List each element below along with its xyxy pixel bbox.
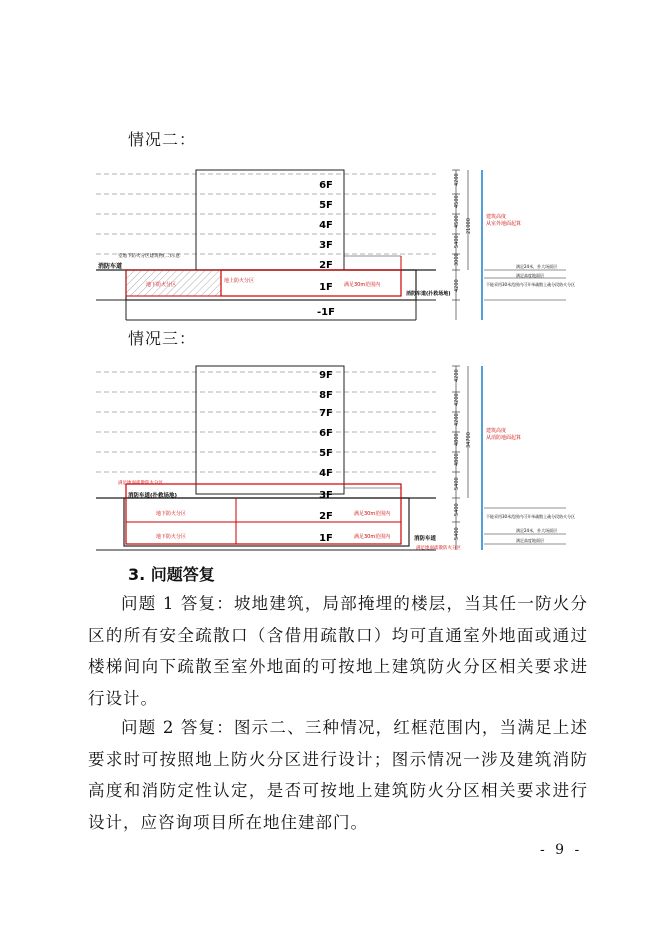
floor-label: 3F (319, 240, 333, 251)
floor-label: 1F (319, 282, 333, 293)
basement-zone-label: 地下防火分区 (156, 511, 187, 517)
dimension-total-label: 21000 (466, 218, 472, 234)
section-diagram-case-3 (96, 358, 576, 551)
floor-label: 2F (319, 260, 333, 271)
fire-lane-right-label: 消防车道 (414, 536, 437, 542)
floor-label: 2F (319, 511, 333, 522)
dimension-label: 4200 (454, 173, 460, 186)
dimension-label: 5400 (454, 503, 460, 516)
dimension-label: 4500 (454, 195, 460, 208)
range-30m-label: 满足30m范围内 (354, 511, 391, 517)
note-label: 室地下防火分区建筑物(二)示意 (118, 254, 181, 259)
above-zone-label: 地上防火分区 (224, 278, 255, 284)
dimension-label: 4800 (454, 433, 460, 446)
dimension-label: 4800 (454, 453, 460, 466)
floor-label: 4F (319, 220, 333, 231)
basement-zone-label: 地下防火分区 (146, 282, 177, 288)
floor-label: 6F (319, 180, 333, 191)
side-note: 不能采用30米范围内可开单疏散上疏分段防火分区 (486, 514, 576, 519)
dimension-label: 4200 (454, 279, 460, 292)
range-30m-label: 满足30m范围内 (344, 282, 381, 288)
height-sub-label: 从消防地面起算 (486, 435, 522, 441)
floor-label: 7F (319, 408, 333, 419)
floor-label: -1F (317, 307, 335, 318)
side-note: 满足高度地面层 (516, 273, 544, 278)
dimension-total-label: 34700 (466, 432, 472, 448)
height-sub-label: 从室外地面起算 (486, 221, 522, 227)
floor-label: 5F (319, 200, 333, 211)
floor-label: 3F (319, 490, 333, 501)
dimension-label: 4200 (454, 413, 460, 426)
basement-zone-label: 地下防火分区 (156, 534, 187, 540)
section-heading: 3. 问题答复 (128, 565, 215, 584)
floor-label: 9F (319, 370, 333, 381)
fire-lane-right-label: 消防车道(扑救场地) (406, 291, 451, 297)
side-note: 不能采用30米范围内可开单疏散上疏分段防火分区 (486, 282, 576, 287)
height-label: 建筑高度 (486, 428, 507, 434)
dimension-label: 5400 (454, 235, 460, 248)
paragraph-answer-2: 问题 2 答复：图示二、三种情况，红框范围内，当满足上述要求时可按照地上防火分区进行设计；图示情况一涉及建筑消防高度和消防定性认定，是否可按地上建筑防火分区相关要求进行设计，应咨询项目所在地住建部门。 (88, 718, 588, 832)
dimension-label: 5400 (454, 477, 460, 490)
floor-label: 5F (319, 448, 333, 459)
floor-label: 6F (319, 428, 333, 439)
page-number: - 9 - (540, 842, 583, 858)
side-note: 满足24米，扑大场面层 (516, 528, 558, 533)
dimension-label: 4200 (454, 393, 460, 406)
floor-label: 4F (319, 468, 333, 479)
bottom-note-label: 满足地面疏散防火分区 (416, 546, 461, 551)
fire-lane-label: 消防车道(扑救场地) (128, 493, 178, 499)
height-label: 建筑高度 (486, 214, 507, 220)
paragraph-answer-1: 问题 1 答复：坡地建筑，局部掩埋的楼层，当其任一防火分区的所有安全疏散口（含借用疏散口）均可直通室外地面或通过楼梯间向下疏散至室外地面的可按地上建筑防火分区相关要求进行设计。 (88, 594, 588, 708)
floor-label: 8F (319, 390, 333, 401)
dimension-label: 4500 (454, 215, 460, 228)
section-diagram-case-2 (96, 160, 576, 320)
dimension-label: 4200 (454, 369, 460, 382)
top-note-label: 满足地面疏散防火分区 (118, 481, 163, 486)
dimension-label: 3000 (454, 253, 460, 266)
heading-case-3: 情况三： (128, 329, 197, 348)
floor-label: 1F (319, 533, 333, 544)
side-note: 满足高度地面层 (516, 538, 544, 543)
dimension-label: 5400 (454, 527, 460, 540)
heading-case-2: 情况二： (128, 130, 197, 149)
side-note: 满足24米，扑大场面层 (516, 264, 558, 269)
range-30m-label: 满足30m范围内 (354, 534, 391, 540)
fire-lane-label: 消防车道 (98, 263, 123, 270)
